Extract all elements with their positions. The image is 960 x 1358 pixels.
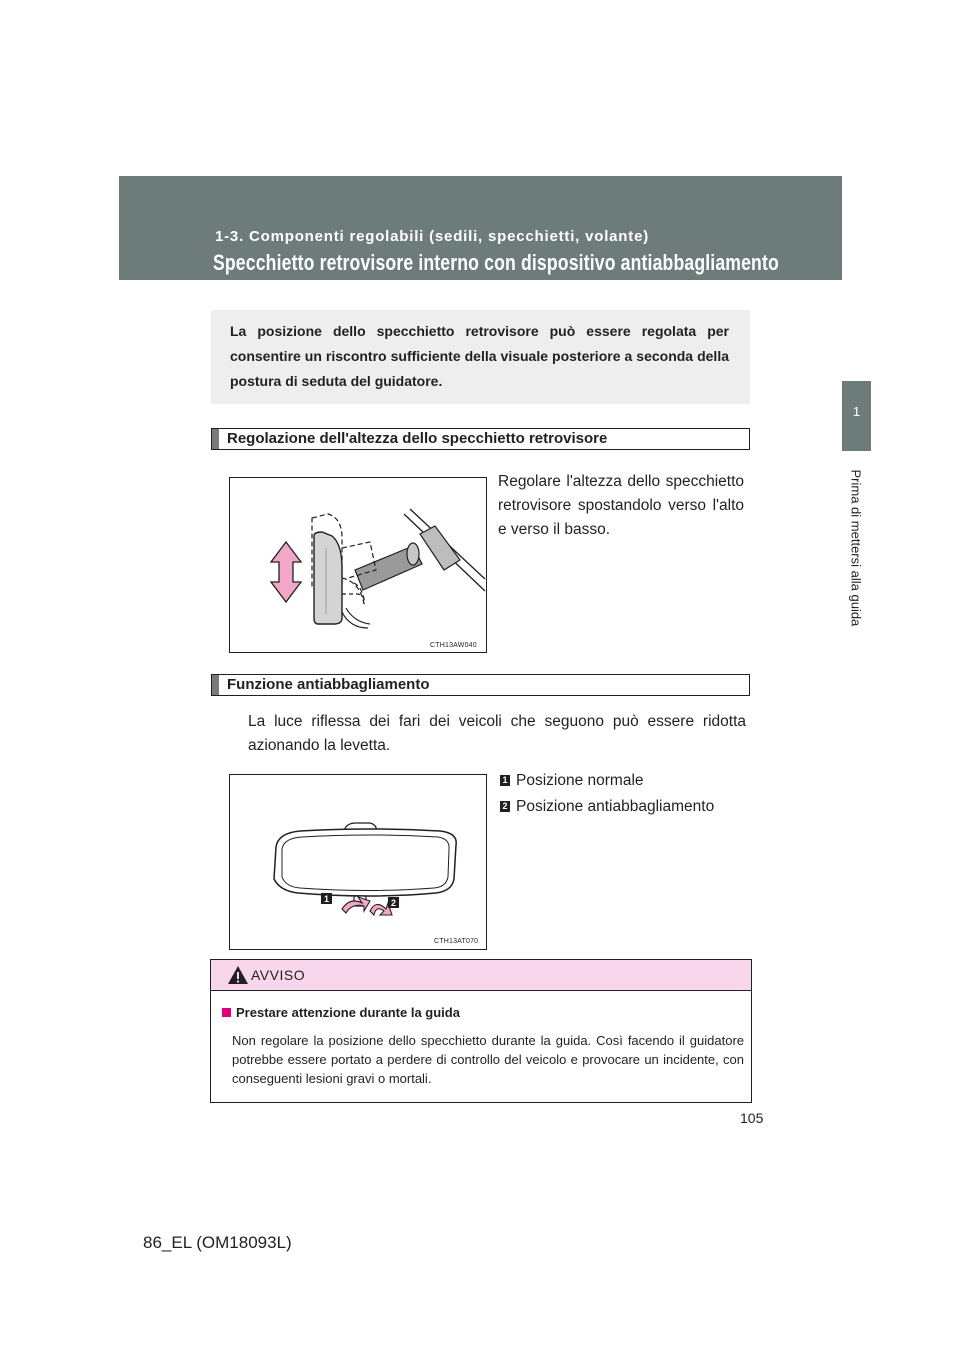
mirror-height-illustration [230, 478, 486, 652]
intro-text: La posizione dello specchietto retrovisore può essere regolata per consentire un riscontro sufficiente della visuale posteriore a seconda della postura di seduta del guidatore. [230, 323, 729, 389]
legend-label: Posizione normale [516, 772, 644, 789]
legend-item-2 [500, 795, 750, 819]
document-code: 86_EL (OM18093L) [143, 1233, 292, 1252]
legend-label: Posizione antiabbagliamento [516, 798, 715, 815]
section-text-height: Regolare l'altezza dello specchietto retrovisore spostandolo verso l'alto e verso il basso. [498, 473, 744, 538]
warning-body: Non regolare la posizione dello specchietto durante la guida. Così facendo il guidatore potrebbe essere portato a perdere di controllo del veicolo e provocare un incidente, con conseguenti lesioni gravi o mortali. [232, 1033, 744, 1086]
section-text-antiglare: La luce riflessa dei fari dei veicoli che seguono può essere ridotta azionando la levetta. [248, 713, 746, 754]
figure-mirror-height [229, 477, 487, 653]
section-heading-bar [212, 675, 219, 695]
figure-code: CTH13AT070 [434, 938, 479, 945]
warning-box [210, 959, 752, 1103]
badge-2: 2 [500, 801, 510, 812]
section-heading-bar [212, 429, 219, 449]
chapter-title: 1-3. Componenti regolabili (sedili, specchietti, volante) [215, 228, 650, 245]
warning-subheading [222, 1005, 460, 1020]
chapter-tab-number: 1 [852, 404, 861, 419]
figure-mirror-antiglare [229, 774, 487, 950]
section-heading-height [211, 428, 750, 450]
badge-1: 1 [500, 775, 510, 786]
section-heading-antiglare [211, 674, 750, 696]
chapter-tab-label: Prima di mettersi alla guida [848, 469, 864, 627]
page-title: Specchietto retrovisore interno con dispositivo antiabbagliamento [213, 250, 779, 275]
warning-subheading-text: Prestare attenzione durante la guida [236, 1005, 460, 1020]
tag-2: 2 [390, 898, 397, 908]
figure-code: CTH13AW040 [430, 642, 477, 649]
tag-1: 1 [323, 894, 330, 904]
page-number: 105 [740, 1110, 764, 1126]
bullet-square-icon [222, 1008, 231, 1017]
mirror-antiglare-illustration [230, 775, 486, 949]
legend-item-1 [500, 769, 750, 793]
section-heading-text: Funzione antiabbagliamento [227, 676, 430, 693]
warning-triangle-icon [227, 965, 249, 985]
warning-header [211, 960, 751, 991]
section-heading-text: Regolazione dell'altezza dello specchietto retrovisore [227, 430, 608, 447]
warning-label: AVVISO [251, 967, 306, 983]
